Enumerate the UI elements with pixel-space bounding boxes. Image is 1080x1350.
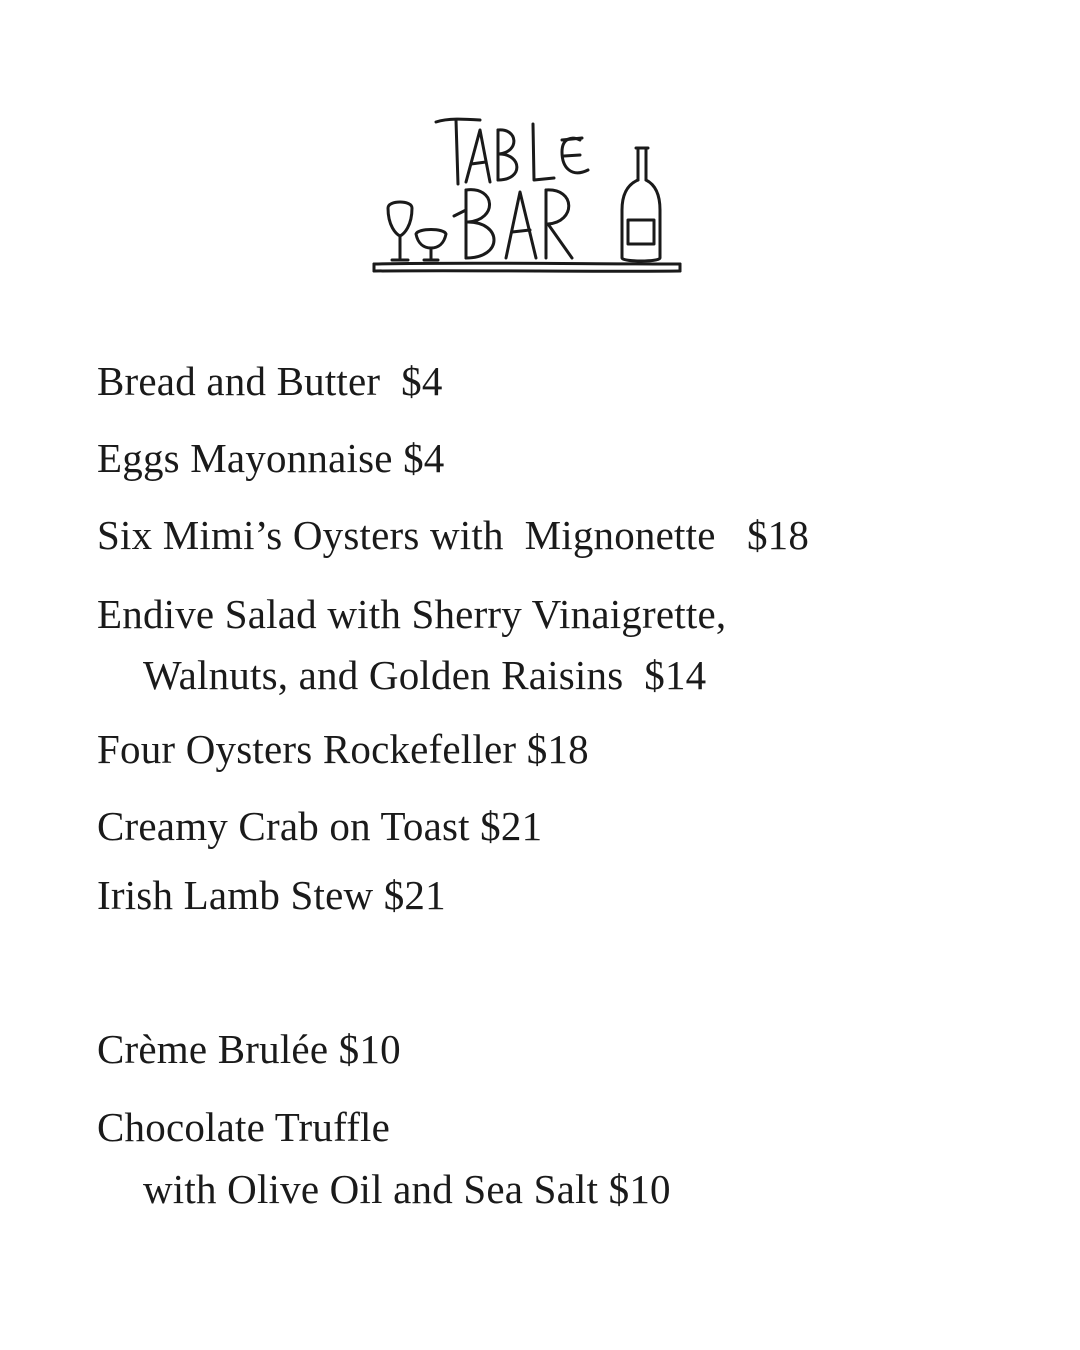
table-bar-logo-drawing xyxy=(368,108,688,280)
table-bar-logo xyxy=(368,108,688,280)
menu-item-endive-salad: Endive Salad with Sherry Vinaigrette, xyxy=(97,591,727,637)
menu-item-eggs-mayonnaise: Eggs Mayonnaise $4 xyxy=(97,435,445,481)
menu-item-irish-lamb-stew: Irish Lamb Stew $21 xyxy=(97,872,446,918)
dessert-item-chocolate-truffle: Chocolate Truffle xyxy=(97,1104,391,1150)
menu-item-creamy-crab: Creamy Crab on Toast $21 xyxy=(97,803,543,849)
menu-item-bread-and-butter: Bread and Butter $4 xyxy=(97,358,443,404)
menu-item-endive-salad-continued: Walnuts, and Golden Raisins $14 xyxy=(143,652,707,698)
dessert-item-creme-brulee: Crème Brulée $10 xyxy=(97,1026,401,1072)
menu-item-oysters-rockefeller: Four Oysters Rockefeller $18 xyxy=(97,726,589,772)
dessert-item-chocolate-truffle-continued: with Olive Oil and Sea Salt $10 xyxy=(143,1166,671,1212)
menu-item-mimis-oysters: Six Mimi’s Oysters with Mignonette $18 xyxy=(97,512,810,558)
